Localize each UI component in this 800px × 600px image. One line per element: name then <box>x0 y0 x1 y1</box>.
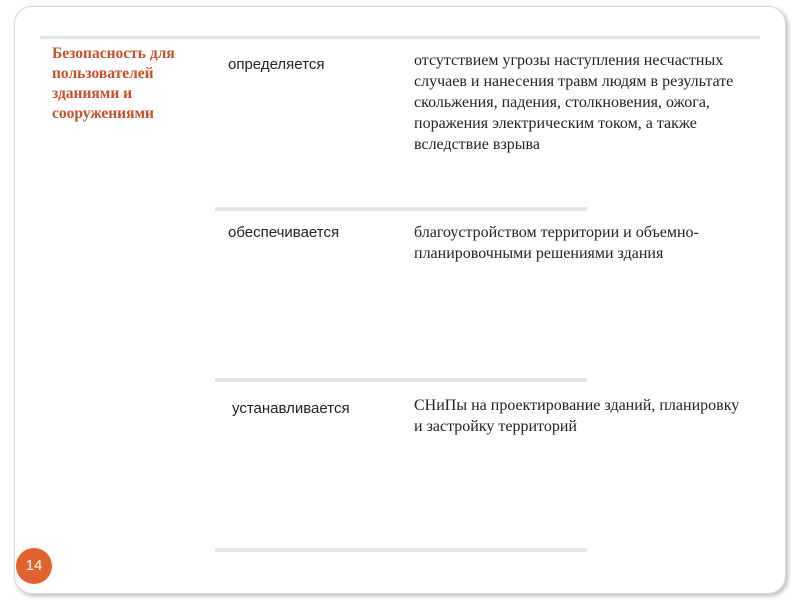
row-3-verb: устанавливается <box>232 400 350 417</box>
row-1-verb: определяется <box>228 56 325 73</box>
row-divider-2 <box>215 378 587 382</box>
row-3-text: СНиПы на проектирование зданий, планировку и застройку территорий <box>414 397 740 435</box>
page-number-badge: 14 <box>16 548 52 584</box>
row-2-verb: обеспечивается <box>228 224 340 241</box>
row-divider-1 <box>215 207 587 211</box>
row-2-text: благоустройством территории и объемно-планировочными решениями здания <box>414 224 699 262</box>
slide-heading: Безопасность для пользователей зданиями и сооружениями <box>52 45 175 122</box>
row-divider-3 <box>215 548 587 552</box>
top-divider <box>40 36 760 39</box>
row-1-text: отсутствием угрозы наступления несчастных случаев и нанесения травм людям в результате скольжения, падения, столкновения, ожога, поражения электрическим током, а также вследствие взрыва <box>414 52 734 153</box>
